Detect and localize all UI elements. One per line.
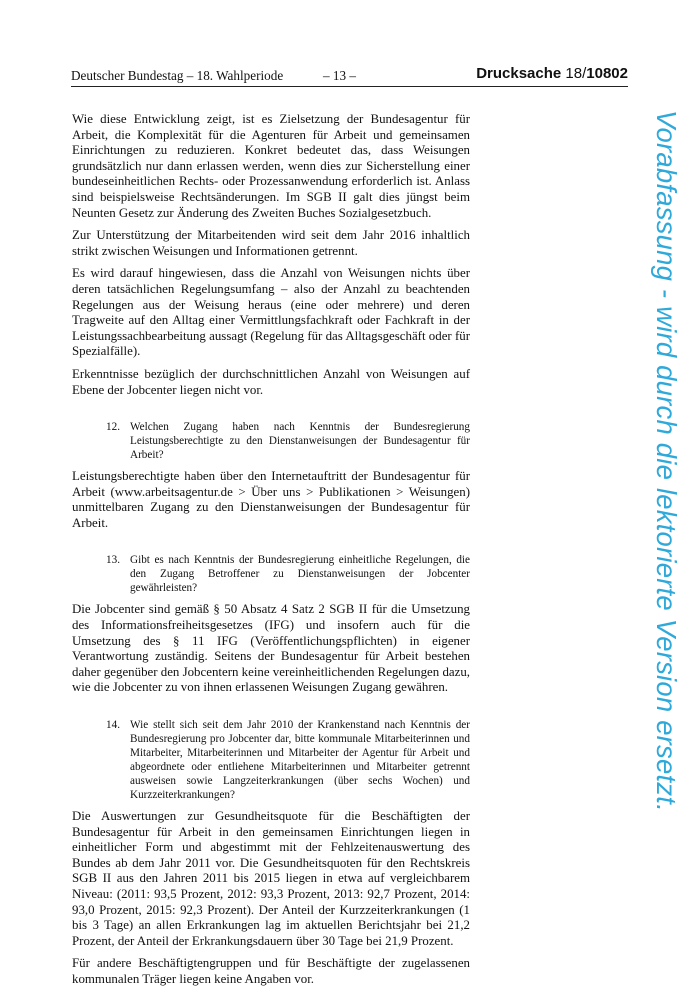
question-14 <box>72 718 470 802</box>
paragraph: Es wird darauf hingewiesen, dass die Anzahl von Weisungen nichts über deren tatsächlichen Regelungsumfang – also der Anzahl zu beachtenden Regelungen aus der Weisung heraus (eine oder mehrere) und deren Tragweite auf den Alltag einer Vermittlungsfachkraft oder Fachkraft in der Leistungssachbearbeitung aussagt (Regelung für das Alltagsgeschäft oder für Spezialfälle). <box>72 266 470 359</box>
paragraph: Erkenntnisse bezüglich der durchschnittlichen Anzahl von Weisungen auf Ebene der Jobcenter liegen nicht vor. <box>72 366 470 397</box>
question-12 <box>72 420 470 462</box>
answer-paragraph: Leistungsberechtigte haben über den Internetauftritt der Bundesagentur für Arbeit (www.arbeitsagentur.de > Über uns > Publikationen > Weisungen) unmittelbaren Zugang zu den Dienstanweisungen der Bundesagentur für Arbeit. <box>72 469 470 530</box>
question-text: Gibt es nach Kenntnis der Bundesregierung einheitliche Regelungen, die den Zugang Betroffener zu Dienstanweisungen der Jobcenter gewährleisten? <box>130 554 470 595</box>
answer-paragraph: Die Jobcenter sind gemäß § 50 Absatz 4 Satz 2 SGB II für die Umsetzung des Informationsfreiheitsgesetzes (IFG) und insofern auch für die Umsetzung des § 11 IFG (Veröffentlichungspflichten) in eigener Verantwortung zuständig. Seitens der Bundesagentur für Arbeit bestehen daher gegenüber den Jobcentern keine vereinheitlichenden Regelungen dazu, wie die Jobcenter zu von ihnen erlassenen Weisungen Zugang gewähren. <box>72 602 471 695</box>
header-document-number <box>476 65 628 82</box>
question-text: Wie stellt sich seit dem Jahr 2010 der Krankenstand nach Kenntnis der Bundesregierung pro Jobcenter dar, bitte kommunale Mitarbeiterinnen und Mitarbeiter, Mitarbeiterinnen und Mitarbeiter der Agentur für Arbeit und abgeordnete oder entliehene Mitarbeiterinnen und Mitarbeiter getrennt ausweisen sowie Langzeiterkrankungen (über sechs Wochen) und Kurzzeiterkrankungen? <box>130 719 470 802</box>
question-number: 14. <box>106 719 120 732</box>
header-page-number: – 13 – <box>323 68 356 83</box>
question-number: 12. <box>106 421 120 434</box>
answer-paragraph: Die Auswertungen zur Gesundheitsquote für die Beschäftigten der Bundesagentur für Arbeit in den gemeinsamen Einrichtungen liegen in einheitlicher Form und abgestimmt mit der Fehlzeitenauswertung des Bundes ab dem Jahr 2011 vor. Die Gesundheitsquoten für den Rechtskreis SGB II aus den Jahren 2011 bis 2015 liegen in etwa auf vergleichbarem Niveau: (2011: 93,5 Prozent, 2012: 93,3 Prozent, 2013: 92,7 Prozent, 2014: 93,0 Prozent, 2015: 92,3 Prozent). Der Anteil der Kurzzeiterkrankungen (1 bis 3 Tage) an allen Erkrankungen lag im aktuellen Berichtsjahr bei 21,2 Prozent, der Anteil der Erkrankungsdauern über 30 Tage bei 21,9 Prozent. <box>72 809 470 948</box>
header-doc-label: Drucksache <box>476 65 562 82</box>
question-text: Welchen Zugang haben nach Kenntnis der Bundesregierung Leistungsberechtigte zu den Dienstanweisungen der Bundesagentur für Arbeit? <box>130 421 470 462</box>
question-number: 13. <box>106 554 120 567</box>
paragraph: Wie diese Entwicklung zeigt, ist es Zielsetzung der Bundesagentur für Arbeit, die Komplexität für die Agenturen für Arbeit und gemeinsamen Einrichtungen zu reduzieren. Konkret bedeutet das, dass Weisungen grundsätzlich nur dann erlassen werden, wenn dies zur Sicherstellung einer bundeseinheitlichen Rechts- oder Prozessanwendung erforderlich ist. Anlass sind beispielsweise Rechtsänderungen. Im SGB II galt dies jüngst beim Neunten Gesetz zur Änderung des Zweiten Buches Sozialgesetzbuch. <box>72 112 470 220</box>
answer-paragraph: Für andere Beschäftigtengruppen und für Beschäftigte der zugelassenen kommunalen Träger liegen keine Angaben vor. <box>72 956 470 986</box>
header-doc-period: 18/ <box>565 65 587 82</box>
preliminary-version-notice: Vorabfassung - wird durch die lektorierte Version ersetzt. <box>651 110 682 812</box>
page-header <box>71 64 628 87</box>
page-body <box>72 112 470 995</box>
header-doc-number: 10802 <box>586 65 628 82</box>
paragraph: Zur Unterstützung der Mitarbeitenden wird seit dem Jahr 2016 inhaltlich strikt zwischen Weisungen und Informationen getrennt. <box>72 228 470 258</box>
question-13 <box>72 553 470 595</box>
header-publication: Deutscher Bundestag – 18. Wahlperiode <box>71 68 284 83</box>
